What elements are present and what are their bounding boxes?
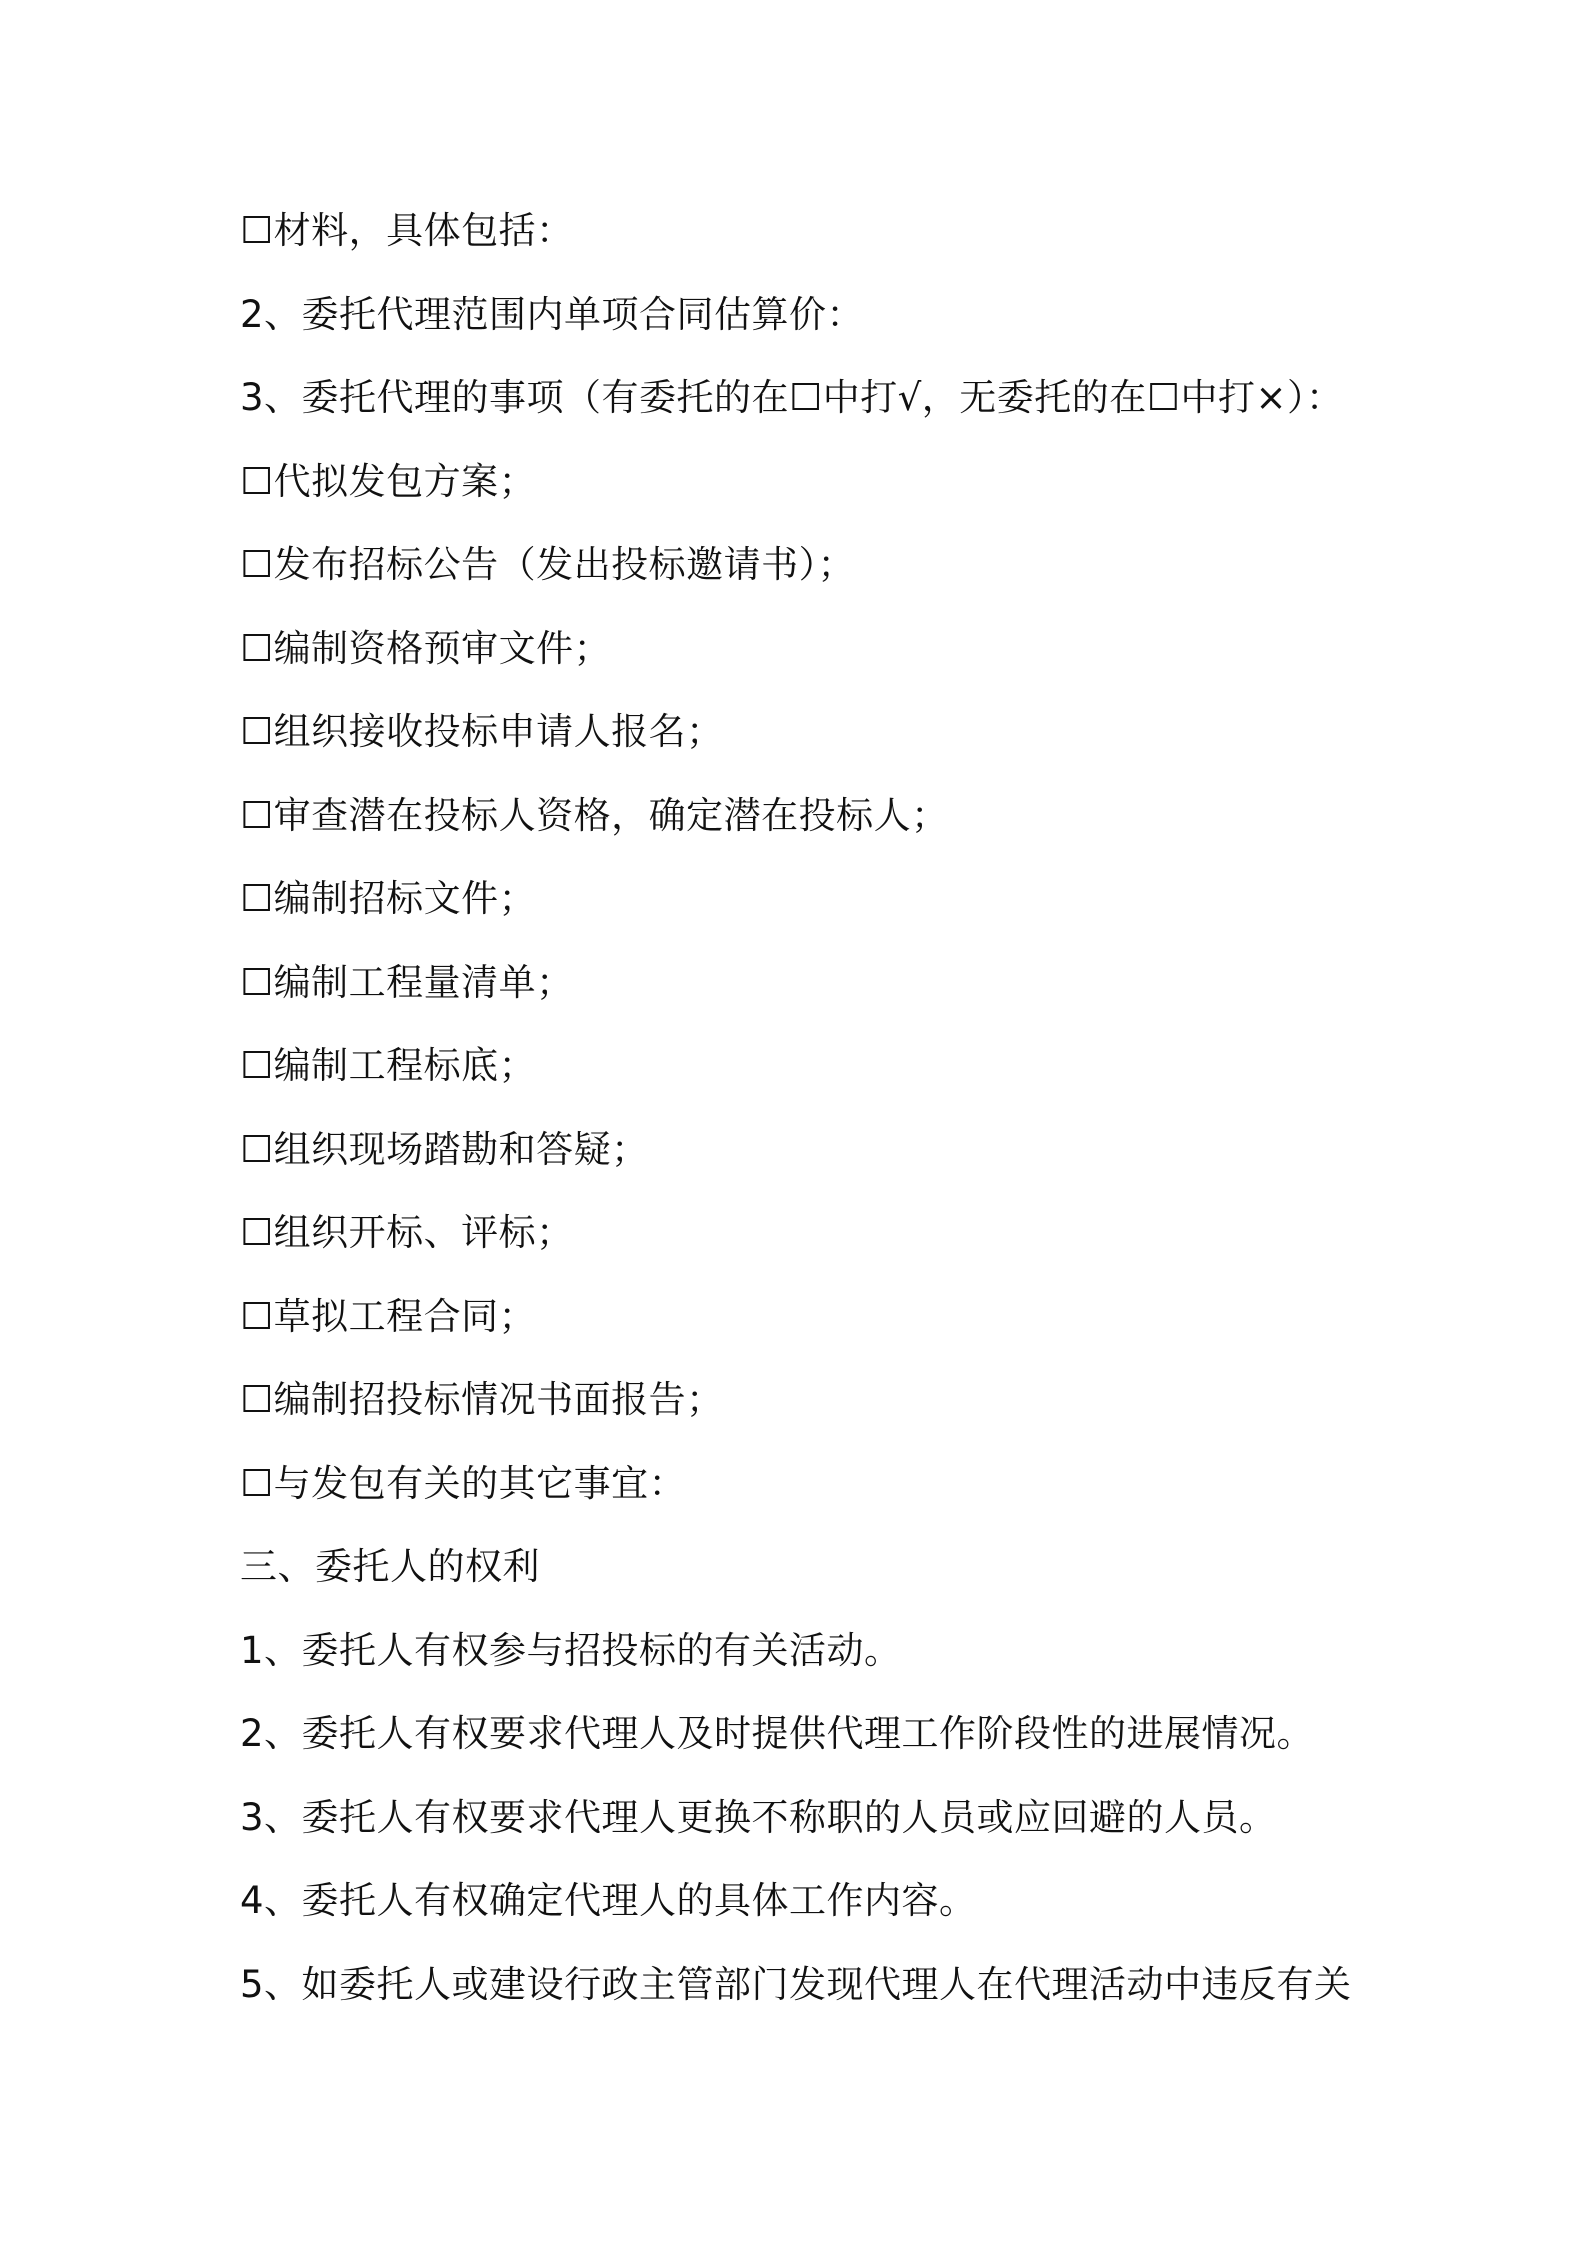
checklist-item: ☐编制工程量清单； (240, 960, 574, 1004)
checklist-item: ☐组织现场踏勘和答疑； (240, 1127, 649, 1171)
text-line: 3、委托人有权要求代理人更换不称职的人员或应回避的人员。 (240, 1795, 1277, 1839)
checklist-item: ☐发布招标公告（发出投标邀请书）； (240, 543, 856, 586)
checklist-item: ☐组织开标、评标； (240, 1211, 574, 1254)
checklist-item: ☐编制工程标底； (240, 1044, 537, 1087)
text-line: ☐材料，具体包括： (240, 209, 574, 252)
checklist-item: ☐组织接收投标申请人报名； (240, 710, 724, 753)
checklist-item: ☐代拟发包方案； (240, 459, 537, 503)
checklist-item: ☐审查潜在投标人资格，确定潜在投标人； (240, 793, 949, 837)
checklist-item: ☐编制资格预审文件； (240, 626, 612, 670)
checklist-item: ☐与发包有关的其它事宜： (240, 1461, 687, 1505)
checklist-item: ☐编制招标文件； (240, 877, 537, 920)
text-line: 2、委托代理范围内单项合同估算价： (240, 292, 865, 336)
text-line: 3、委托代理的事项（有委托的在☐中打√，无委托的在☐中打×）： (240, 376, 1344, 419)
text-line: 1、委托人有权参与招投标的有关活动。 (240, 1628, 902, 1672)
text-line: 5、如委托人或建设行政主管部门发现代理人在代理活动中违反有关 (240, 1962, 1352, 2006)
section-heading: 三、委托人的权利 (240, 1545, 540, 1588)
text-line: 2、委托人有权要求代理人及时提供代理工作阶段性的进展情况。 (240, 1712, 1315, 1755)
checklist-item: ☐草拟工程合同； (240, 1294, 537, 1338)
checklist-item: ☐编制招投标情况书面报告； (240, 1378, 724, 1421)
document-body (240, 200, 1440, 2037)
text-line: 4、委托人有权确定代理人的具体工作内容。 (240, 1879, 977, 1922)
